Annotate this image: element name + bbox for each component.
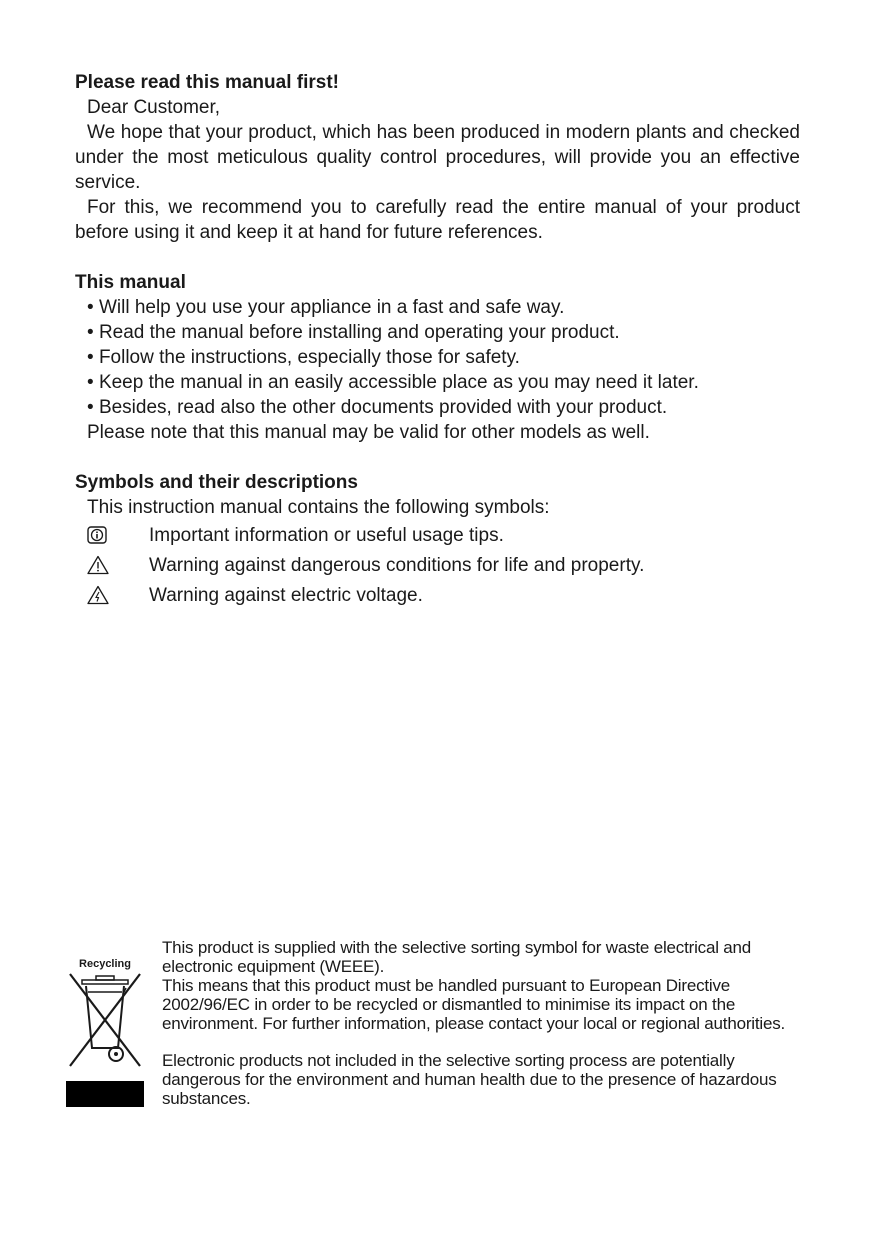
list-item: • Besides, read also the other documents provided with your product. [87, 395, 800, 420]
weee-paragraph-2: This means that this product must be handled pursuant to European Directive 2002/96/EC in order to be recycled or dismantled to minimise its impact on the environment. For further information, please contact your local or regional authorities. [162, 976, 786, 1033]
symbol-row-electric [75, 580, 800, 610]
symbol-row-info [75, 520, 800, 550]
list-item: • Follow the instructions, especially those for safety. [87, 345, 800, 370]
list-item: • Keep the manual in an easily accessible place as you may need it later. [87, 370, 800, 395]
intro-paragraph-2: For this, we recommend you to carefully read the entire manual of your product before using it and keep it at hand for future references. [75, 197, 800, 243]
weee-paragraph-1: This product is supplied with the selective sorting symbol for waste electrical and electronic equipment (WEEE). [162, 938, 752, 976]
recycling-label: Recycling [79, 958, 131, 970]
info-icon [87, 526, 149, 544]
symbols-heading: Symbols and their descriptions [75, 472, 358, 493]
manual-bullet-list [75, 295, 800, 420]
weee-text-block [162, 938, 792, 1108]
manual-note: Please note that this manual may be valid for other models as well. [87, 422, 650, 443]
greeting: Dear Customer, [87, 97, 221, 118]
electric-warning-icon [87, 585, 149, 605]
weee-black-bar [66, 1081, 144, 1107]
weee-logo [62, 958, 148, 1081]
symbol-description: Warning against electric voltage. [149, 584, 423, 606]
manual-heading: This manual [75, 272, 186, 293]
symbols-intro: This instruction manual contains the following symbols: [87, 497, 550, 518]
symbol-row-warning [75, 550, 800, 580]
symbol-description: Warning against dangerous conditions for life and property. [149, 554, 645, 576]
intro-paragraph-1: We hope that your product, which has been produced in modern plants and checked under the most meticulous quality control procedures, will provide you an effective service. [75, 122, 800, 193]
symbol-description: Important information or useful usage tips. [149, 524, 504, 546]
weee-paragraph-3: Electronic products not included in the selective sorting process are potentially dangerous for the environment and human health due to the presence of hazardous substances. [162, 1051, 777, 1108]
crossed-bin-icon [62, 970, 148, 1076]
list-item: • Read the manual before installing and operating your product. [87, 320, 800, 345]
list-item: • Will help you use your appliance in a fast and safe way. [87, 295, 800, 320]
manual-page [75, 70, 800, 610]
intro-heading: Please read this manual first! [75, 72, 339, 93]
warning-triangle-icon [87, 555, 149, 575]
